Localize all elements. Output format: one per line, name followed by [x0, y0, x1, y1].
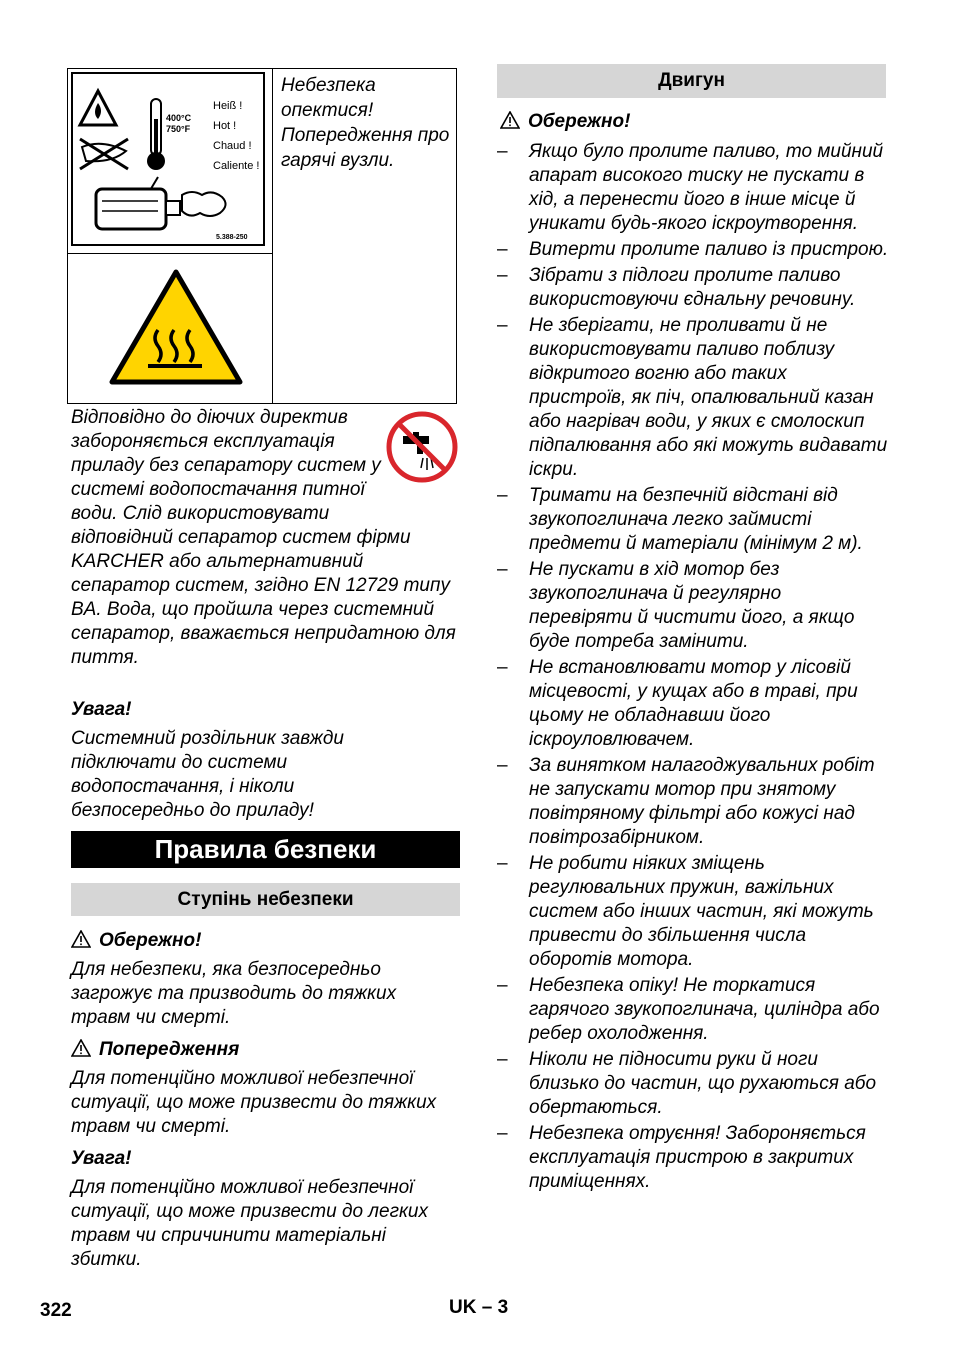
label-word-4: Caliente ! — [213, 160, 260, 172]
list-item-text: Не пускати в хід мотор без звукопоглинача й регулярно перевіряти й чистити його, а якщо буде потреба замінити. — [529, 559, 855, 652]
label-word-3: Chaud ! — [213, 140, 252, 152]
list-item: – Не встановлювати мотор у лісовій місцевості, у кущах або в траві, при цьому не обладнавши його іскроуловлювачем. — [497, 657, 858, 750]
subsection-title-hazard-levels: Ступінь небезпеки — [71, 883, 460, 916]
label-code-text: 5.388-250 — [216, 234, 248, 241]
warning-label: Попередження — [99, 1039, 240, 1060]
warning-text: Для потенційно можливої небезпечної ситуації, що може призвести до тяжких травм чи смерті. — [71, 1068, 437, 1137]
hot-surface-sign-cell — [68, 254, 273, 403]
list-item: – Ніколи не підносити руки й ноги близько до частин, що рухаються або обертаються. — [497, 1049, 877, 1118]
section-title-safety: Правила безпеки — [71, 831, 460, 868]
list-item: – Не робити ніяких зміщень регулювальних пружин, важільних систем або інших частин, які можуть привести до збільшення числа оборотів мотора. — [497, 853, 874, 970]
list-item: – Небезпека отруєння! Забороняється експлуатація пристрою в закритих приміщеннях. — [497, 1123, 866, 1192]
attention-label: Увага! — [71, 699, 132, 720]
page-number: 322 — [40, 1300, 72, 1321]
list-item-text: Ніколи не підносити руки й ноги близько до частин, що рухаються або обертаються. — [529, 1049, 877, 1118]
list-item: – Тримати на безпечній відстані від звукопоглинача легко займисті предмети й матеріали (мінімум 2 м). — [497, 485, 863, 554]
list-item: – За винятком налагоджувальних робіт не запускати мотор при знятому повітряному фільтрі або кожусі над повітрозабірником. — [497, 755, 875, 848]
label-word-1: Heiß ! — [213, 100, 243, 112]
hot-parts-warning-table — [67, 68, 457, 404]
list-item: – Не пускати в хід мотор без звукопоглинача й регулярно перевіряти й чистити його, а якщо буде потреба замінити. — [497, 559, 855, 652]
list-item-text: Небезпека отруєння! Забороняється експлуатація пристрою в закритих приміщеннях. — [529, 1123, 866, 1192]
warning-label-row — [71, 1038, 239, 1062]
engine-safety-list — [497, 140, 889, 1196]
attention-text: Системний роздільник завжди підключати до системи водопостачання, і ніколи безпосередньо до приладу! — [71, 728, 344, 821]
hot-surface-label-image — [68, 69, 273, 254]
list-item-text: Небезпека опіку! Не торкатися гарячого звукопоглинача, циліндра або ребер охолодження. — [529, 975, 880, 1044]
danger-label-row — [71, 929, 201, 953]
separator-paragraph: Відповідно до діючих директив забороняється експлуатація приладу без сепаратору систем у системі водопостачання питної води. Слід використовувати відповідний сепаратор систем фірми KARCHER або альтернативний сепаратор систем, згідно EN 12729 типу BA. Вода, що пройшла через системний сепаратор, вважається непридатною для пиття. — [71, 407, 456, 668]
warning-triangle-icon — [500, 111, 520, 129]
list-item-text: Не зберігати, не проливати й не використовувати паливо поблизу відкритого вогню або таких пристроїв, як піч, опалювальний казан або нагрівач води, у яких є смолоскип підпалювання або які можуть видавати іскри. — [529, 315, 888, 480]
list-item: – Не зберігати, не проливати й не використовувати паливо поблизу відкритого вогню або таких пристроїв, як піч, опалювальний казан або нагрівач води, у яких є смолоскип підпалювання або які можуть видавати іскри. — [497, 315, 888, 480]
hot-surface-warning-icon — [68, 254, 268, 400]
warning-triangle-icon — [71, 930, 91, 948]
list-item: – Витерти пролите паливо із пристрою. — [497, 239, 889, 260]
list-item: – Якщо було пролите паливо, то мийний апарат високого тиску не пускати в хід, а перенести його в інше місце й уникати будь-якого іскроутворення. — [497, 141, 884, 234]
list-item-text: За винятком налагоджувальних робіт не запускати мотор при знятому повітряному фільтрі або кожусі над повітрозабірником. — [529, 755, 875, 848]
caution-text: Для потенційно можливої небезпечної ситуації, що може призвести до легких травм чи спричинити матеріальні збитки. — [71, 1177, 429, 1270]
temp-c-text: 400°C — [166, 113, 192, 123]
list-item-text: Тримати на безпечній відстані від звукопоглинача легко займисті предмети й матеріали (мінімум 2 м). — [529, 485, 863, 554]
warning-triangle-icon — [71, 1039, 91, 1057]
list-item-text: Витерти пролите паливо із пристрою. — [529, 239, 889, 260]
label-word-2: Hot ! — [213, 120, 237, 132]
list-item-text: Зібрати з підлоги пролите паливо використовуючи єднальну речовину. — [529, 265, 856, 310]
caution-label: Увага! — [71, 1148, 132, 1169]
list-item: – Небезпека опіку! Не торкатися гарячого звукопоглинача, циліндра або ребер охолодження. — [497, 975, 880, 1044]
engine-danger-label: Обережно! — [528, 111, 631, 132]
engine-danger-label-row — [500, 110, 630, 134]
section-title-engine: Двигун — [497, 64, 886, 98]
list-item-text: Не робити ніяких зміщень регулювальних пружин, важільних систем або інших частин, які можуть привести до збільшення числа оборотів мотора. — [529, 853, 874, 970]
danger-text: Для небезпеки, яка безпосередньо загрожує та призводить до тяжких травм чи смерті. — [71, 959, 397, 1028]
list-item: – Зібрати з підлоги пролите паливо використовуючи єднальну речовину. — [497, 265, 856, 310]
hot-parts-warning-text: Небезпека опектися! Попередження про гарячі вузли. — [281, 75, 450, 171]
hot-surface-label-icon — [68, 69, 268, 249]
separator-text-first — [71, 406, 461, 670]
temp-f-text: 750°F — [166, 124, 191, 134]
danger-label: Обережно! — [99, 930, 202, 951]
language-page-label: UK – 3 — [449, 1297, 509, 1318]
list-item-text: Якщо було пролите паливо, то мийний апарат високого тиску не пускати в хід, а перенести його в інше місце й уникати будь-якого іскроутворення. — [529, 141, 884, 234]
list-item-text: Не встановлювати мотор у лісовій місцевості, у кущах або в траві, при цьому не обладнавши його іскроуловлювачем. — [529, 657, 858, 750]
